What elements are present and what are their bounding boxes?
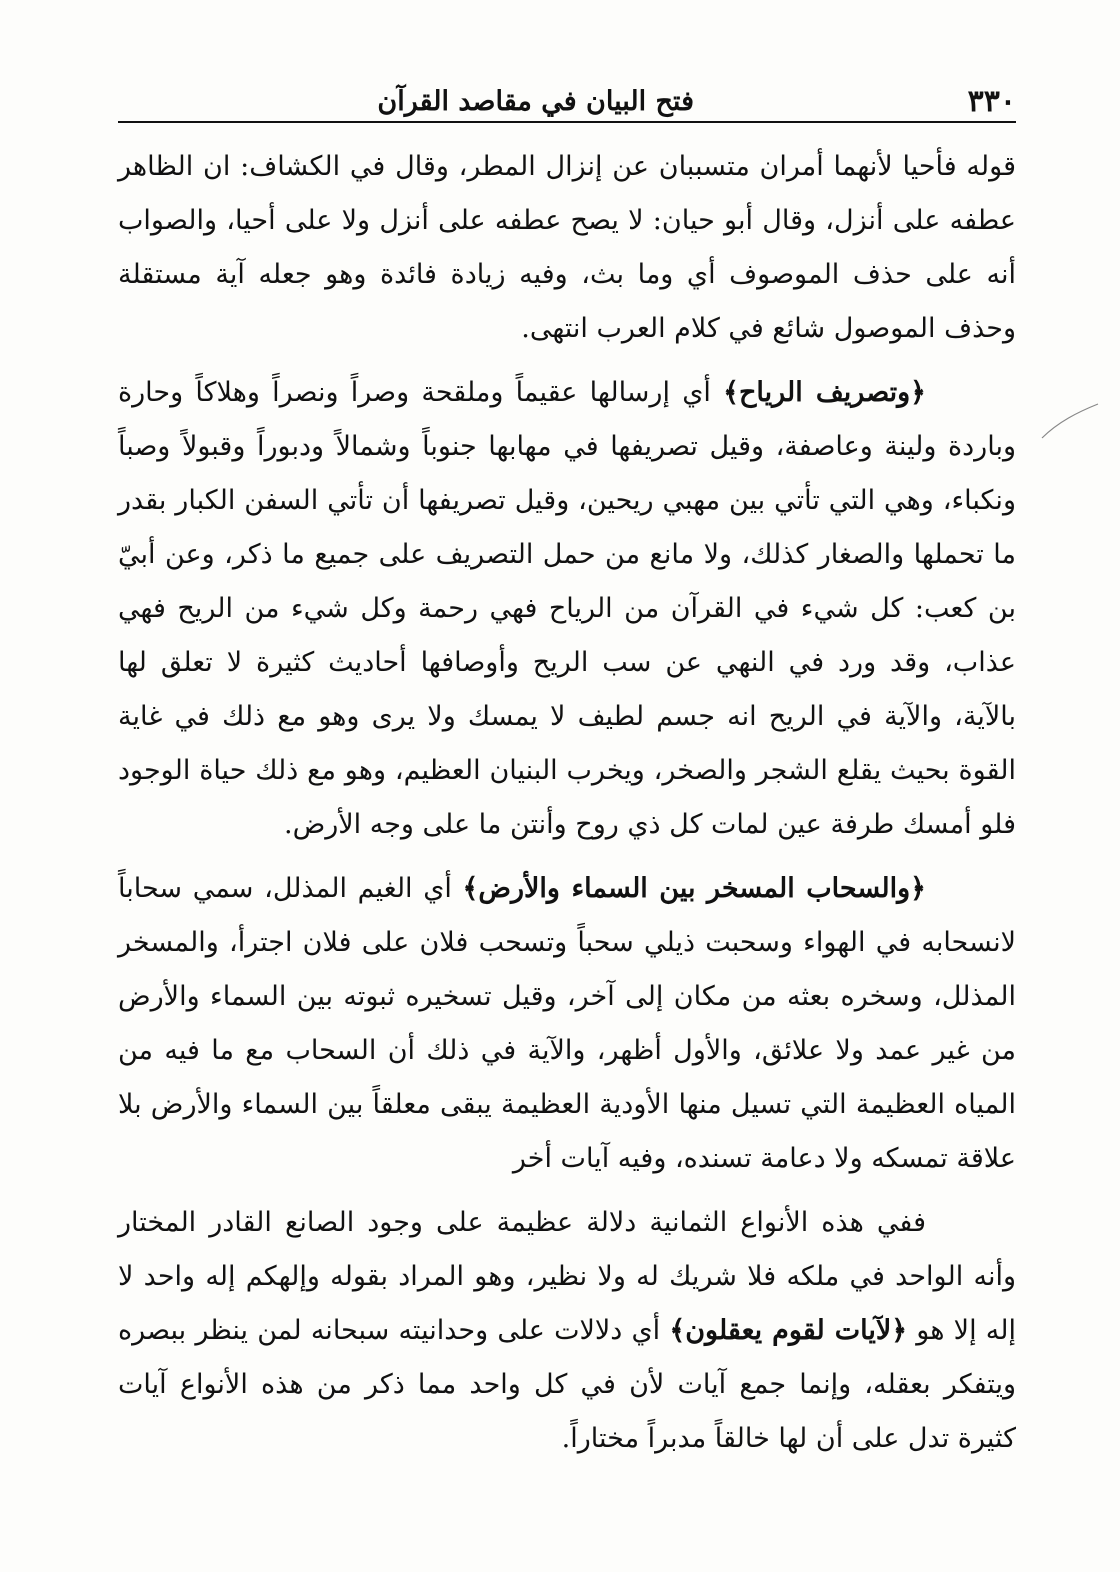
paragraph-1 (118, 140, 1016, 356)
running-title: فتح البيان في مقاصد القرآن (377, 86, 694, 117)
header-divider (118, 121, 1016, 123)
paragraph-4 (118, 1196, 1016, 1466)
quran-quote: ﴿وتصريف الرياح﴾ (723, 377, 926, 408)
paragraph-2 (118, 366, 1016, 852)
margin-pencil-mark (1040, 402, 1100, 442)
main-text (118, 140, 1016, 1476)
page-number: ٣٣٠ (967, 84, 1016, 119)
quran-quote: ﴿والسحاب المسخر بين السماء والأرض﴾ (462, 873, 926, 904)
paragraph-3-text: أي الغيم المذلل، سمي سحاباً لانسحابه في الهواء وسحبت ذيلي سحباً وتسحب فلان على فلان اجترأ، والمسخر المذلل، وسخره بعثه من مكان إلى آخر، وقيل تسخيره ثبوته بين السماء والأرض من غير عمد ولا علائق، والأول أظهر، والآية في ذلك أن السحاب مع ما فيه من المياه العظيمة التي تسيل منها الأودية العظيمة يبقى معلقاً بين السماء والأرض بلا علاقة تمسكه ولا دعامة تسنده، وفيه آيات أخر (118, 873, 1016, 1174)
quran-quote: ﴿لآيات لقوم يعقلون﴾ (669, 1315, 908, 1346)
paragraph-3 (118, 862, 1016, 1186)
paragraph-2-text: أي إرسالها عقيماً وملقحة وصراً ونصراً وهلاكاً وحارة وباردة ولينة وعاصفة، وقيل تصريفها في مهابها جنوباً وشمالاً ودبوراً وقبولاً وصباً ونكباء، وهي التي تأتي بين مهبي ريحين، وقيل تصريفها أن تأتي السفن الكبار بقدر ما تحملها والصغار كذلك، ولا مانع من حمل التصريف على جميع ما ذكر، وعن أبيّ بن كعب: كل شيء في القرآن من الرياح فهي رحمة وكل شيء من الريح فهي عذاب، وقد ورد في النهي عن سب الريح وأوصافها أحاديث كثيرة لا تعلق لها بالآية، والآية في الريح انه جسم لطيف لا يمسك ولا يرى وهو مع ذلك في غاية القوة بحيث يقلع الشجر والصخر، ويخرب البنيان العظيم، وهو مع ذلك حياة الوجود فلو أمسك طرفة عين لمات كل ذي روح وأنتن ما على وجه الأرض. (118, 377, 1016, 840)
page-header (118, 64, 1016, 124)
paragraph-1-text: قوله فأحيا لأنهما أمران متسببان عن إنزال المطر، وقال في الكشاف: ان الظاهر عطفه على أنزل، وقال أبو حيان: لا يصح عطفه على أنزل ولا على أحيا، والصواب أنه على حذف الموصوف أي وما بث، وفيه زيادة فائدة وهو جعله آية مستقلة وحذف الموصول شائع في كلام العرب انتهى. (118, 151, 1016, 344)
paragraph-4-text-after: أي دلالات على وحدانيته سبحانه لمن ينظر ببصره ويتفكر بعقله، وإنما جمع آيات لأن في كل واحد مما ذكر من هذه الأنواع آيات كثيرة تدل على أن لها خالقاً مدبراً مختاراً. (118, 1315, 1016, 1454)
paragraph-4-text-before: ففي هذه الأنواع الثمانية دلالة عظيمة على وجود الصانع القادر المختار وأنه الواحد في ملكه فلا شريك له ولا نظير، وهو المراد بقوله وإلهكم إله واحد لا إله إلا هو (118, 1207, 1016, 1346)
